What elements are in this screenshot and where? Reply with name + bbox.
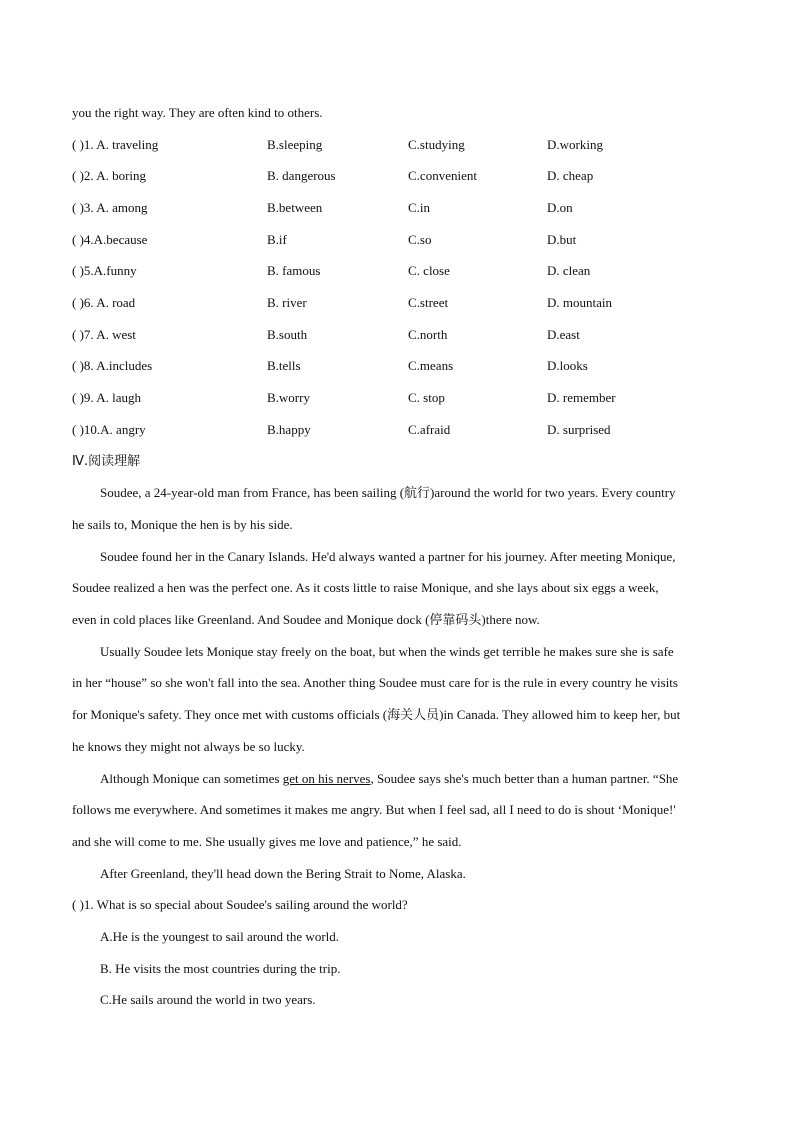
- option-b: B.between: [267, 200, 323, 215]
- passage-line: and she will come to me. She usually gives me love and patience,” he said.: [72, 834, 462, 849]
- option-d: D. remember: [547, 390, 616, 405]
- cloze-question-row: [72, 358, 732, 374]
- option-d: D. cheap: [547, 168, 594, 183]
- option-c: C.street: [408, 295, 449, 310]
- option-c: C.means: [408, 358, 454, 373]
- cloze-question-row: [72, 390, 732, 406]
- option-b: B.tells: [267, 358, 301, 373]
- passage-text: , Soudee says she's much better than a human partner. “She: [370, 771, 679, 786]
- cloze-question-row: [72, 232, 732, 248]
- option-c: C.in: [408, 200, 431, 215]
- passage-line: Soudee, a 24-year-old man from France, has been sailing (航行)around the world for two years. Every country: [100, 485, 676, 500]
- option-b: B.south: [267, 327, 308, 342]
- option-d: D. surprised: [547, 422, 611, 437]
- passage-line: even in cold places like Greenland. And Soudee and Monique dock (停靠码头)there now.: [72, 612, 540, 627]
- cloze-question-row: [72, 263, 732, 279]
- cloze-question-row: [72, 327, 732, 343]
- option-c: C.convenient: [408, 168, 477, 183]
- option-c: C. stop: [408, 390, 445, 405]
- cloze-question-row: [72, 168, 732, 184]
- passage-line: Soudee realized a hen was the perfect one. As it costs little to raise Monique, and she lays about six eggs a week,: [72, 580, 659, 595]
- question-number-and-option-a: ( )6. A. road: [72, 295, 136, 310]
- question-number-and-option-a: ( )10.A. angry: [72, 422, 146, 437]
- question-number-and-option-a: ( )4.A.because: [72, 232, 148, 247]
- passage-line: follows me everywhere. And sometimes it makes me angry. But when I feel sad, all I need to do is shout ‘Monique!': [72, 802, 676, 817]
- underlined-phrase: get on his nerves: [282, 771, 371, 786]
- passage-line: After Greenland, they'll head down the Bering Strait to Nome, Alaska.: [100, 866, 466, 881]
- passage-text: Although Monique can sometimes: [100, 771, 283, 786]
- option-b: B. He visits the most countries during the trip.: [100, 961, 341, 976]
- question-number-and-option-a: ( )2. A. boring: [72, 168, 147, 183]
- passage-line: for Monique's safety. They once met with customs officials (海关人员)in Canada. They allowed him to keep her, but: [72, 707, 681, 722]
- passage-line: he knows they might not always be so lucky.: [72, 739, 305, 754]
- passage-line: [100, 771, 678, 787]
- passage-line: Usually Soudee lets Monique stay freely on the boat, but when the winds get terrible he makes sure she is safe: [100, 644, 674, 659]
- cloze-question-row: [72, 422, 732, 438]
- option-b: B.worry: [267, 390, 310, 405]
- option-d: D. clean: [547, 263, 591, 278]
- cloze-question-row: [72, 200, 732, 216]
- cloze-question-row: [72, 295, 732, 311]
- option-c: C.north: [408, 327, 448, 342]
- option-b: B. river: [267, 295, 307, 310]
- option-a: A.He is the youngest to sail around the world.: [100, 929, 340, 944]
- option-d: D.east: [547, 327, 580, 342]
- option-d: D. mountain: [547, 295, 612, 310]
- passage-line: Soudee found her in the Canary Islands. He'd always wanted a partner for his journey. After meeting Monique,: [100, 549, 676, 564]
- question-number-and-option-a: ( )9. A. laugh: [72, 390, 141, 405]
- cloze-question-row: [72, 137, 732, 153]
- passage-line: he sails to, Monique the hen is by his side.: [72, 517, 293, 532]
- question-number-and-option-a: ( )5.A.funny: [72, 263, 137, 278]
- option-d: D.on: [547, 200, 573, 215]
- question-number-and-option-a: ( )7. A. west: [72, 327, 136, 342]
- intro-line: you the right way. They are often kind to others.: [72, 105, 323, 120]
- option-c: C. close: [408, 263, 450, 278]
- section-heading: Ⅳ.阅读理解: [72, 454, 141, 469]
- question-number-and-option-a: ( )8. A.includes: [72, 358, 153, 373]
- option-d: D.looks: [547, 358, 588, 373]
- option-b: B. dangerous: [267, 168, 336, 183]
- question-stem: ( )1. What is so special about Soudee's sailing around the world?: [72, 897, 408, 912]
- option-b: B.sleeping: [267, 137, 323, 152]
- option-d: D.but: [547, 232, 577, 247]
- question-number-and-option-a: ( )3. A. among: [72, 200, 148, 215]
- option-c: C.afraid: [408, 422, 451, 437]
- option-b: B.happy: [267, 422, 311, 437]
- option-d: D.working: [547, 137, 603, 152]
- option-b: B. famous: [267, 263, 321, 278]
- option-c: C.studying: [408, 137, 465, 152]
- option-b: B.if: [267, 232, 287, 247]
- option-c: C.so: [408, 232, 432, 247]
- passage-line: in her “house” so she won't fall into the sea. Another thing Soudee must care for is the rule in every country he visits: [72, 675, 678, 690]
- question-number-and-option-a: ( )1. A. traveling: [72, 137, 159, 152]
- option-c: C.He sails around the world in two years.: [100, 992, 316, 1007]
